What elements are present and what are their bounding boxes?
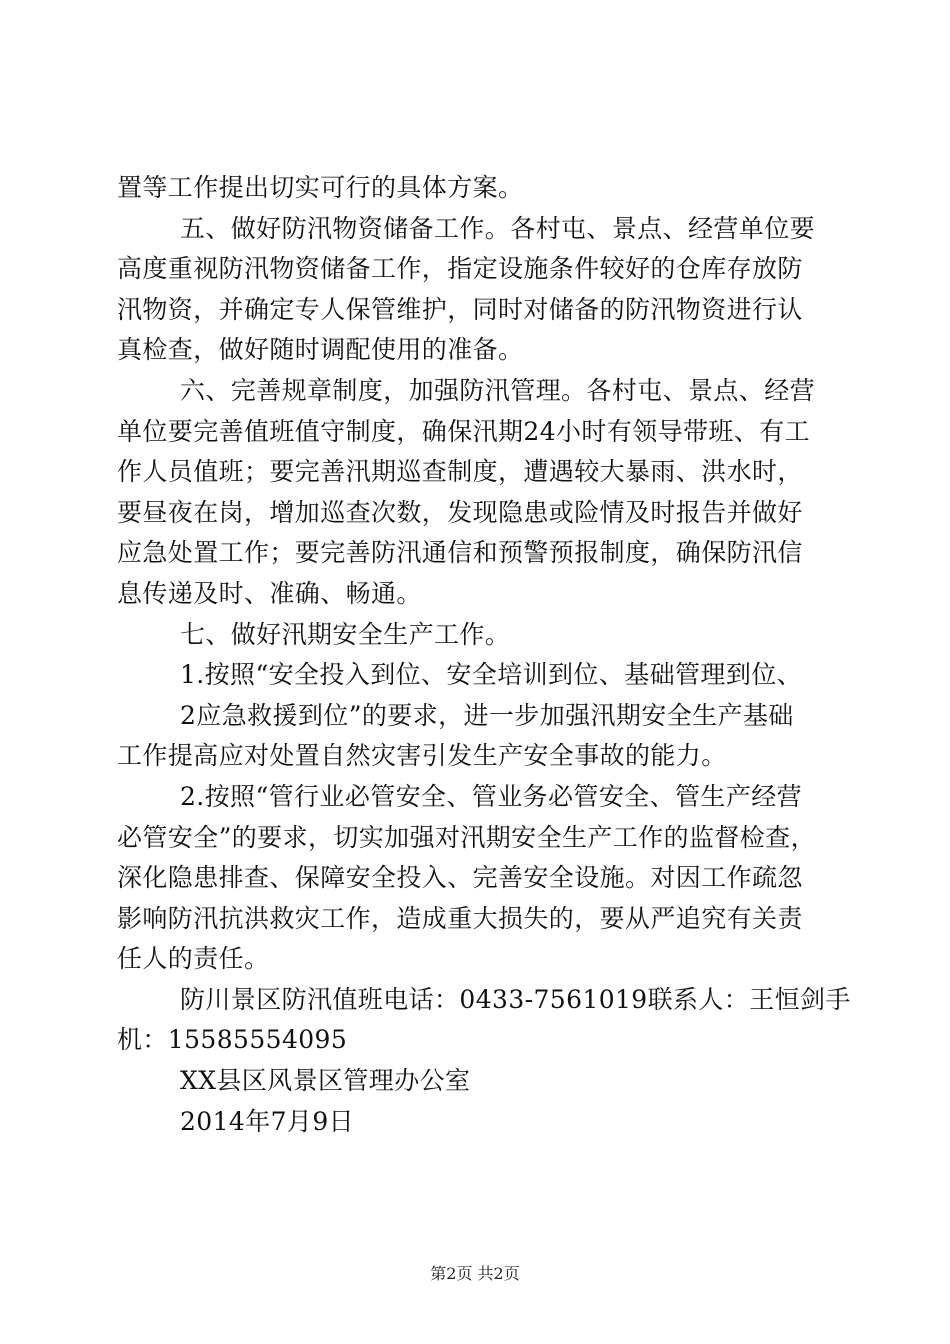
text-line: 深化隐患排查、保障安全投入、完善安全设施。对因工作疏忽	[117, 863, 803, 893]
text-line: XX县区风景区管理办公室	[180, 1066, 471, 1096]
text-line: 汛物资，并确定专人保管维护，同时对储备的防汛物资进行认	[117, 294, 803, 324]
text-line: 任人的责任。	[117, 944, 270, 974]
text-line: 息传递及时、准确、畅通。	[117, 578, 422, 608]
page-number-footer: 第2页 共2页	[430, 1264, 520, 1283]
text-line: 六、完善规章制度，加强防汛管理。各村屯、景点、经营	[180, 375, 816, 405]
text-line: 应急处置工作；要完善防汛通信和预警预报制度，确保防汛信	[117, 538, 803, 568]
text-line: 五、做好防汛物资储备工作。各村屯、景点、经营单位要	[180, 213, 816, 243]
text-line: 真检查，做好随时调配使用的准备。	[117, 335, 524, 365]
text-line: 工作提高应对处置自然灾害引发生产安全事故的能力。	[117, 741, 727, 771]
text-line: 高度重视防汛物资储备工作，指定设施条件较好的仓库存放防	[117, 254, 803, 284]
text-line: 机：15585554095	[117, 1025, 348, 1055]
text-line: 置等工作提出切实可行的具体方案。	[117, 173, 524, 202]
text-line: 影响防汛抗洪救灾工作，造成重大损失的，要从严追究有关责	[117, 903, 803, 933]
text-line: 七、做好汛期安全生产工作。	[180, 619, 511, 649]
text-line: 作人员值班；要完善汛期巡查制度，遭遇较大暴雨、洪水时，	[117, 457, 803, 487]
text-line: 必管安全”的要求，切实加强对汛期安全生产工作的监督检查，	[117, 822, 816, 852]
text-line: 2014年7月9日	[180, 1106, 355, 1136]
text-line: 1.按照“安全投入到位、安全培训到位、基础管理到位、	[180, 660, 803, 690]
document-body	[117, 168, 851, 1142]
text-line: 2.按照“管行业必管安全、管业务必管安全、管生产经营	[180, 781, 803, 811]
text-line: 要昼夜在岗，增加巡查次数，发现隐患或险情及时报告并做好	[117, 497, 803, 527]
text-line: 单位要完善值班值守制度，确保汛期24小时有领导带班、有工	[117, 416, 811, 446]
text-line: 2应急救援到位”的要求，进一步加强汛期安全生产基础	[180, 700, 794, 730]
text-line: 防川景区防汛值班电话：0433-7561019联系人：王恒剑手	[180, 984, 851, 1014]
